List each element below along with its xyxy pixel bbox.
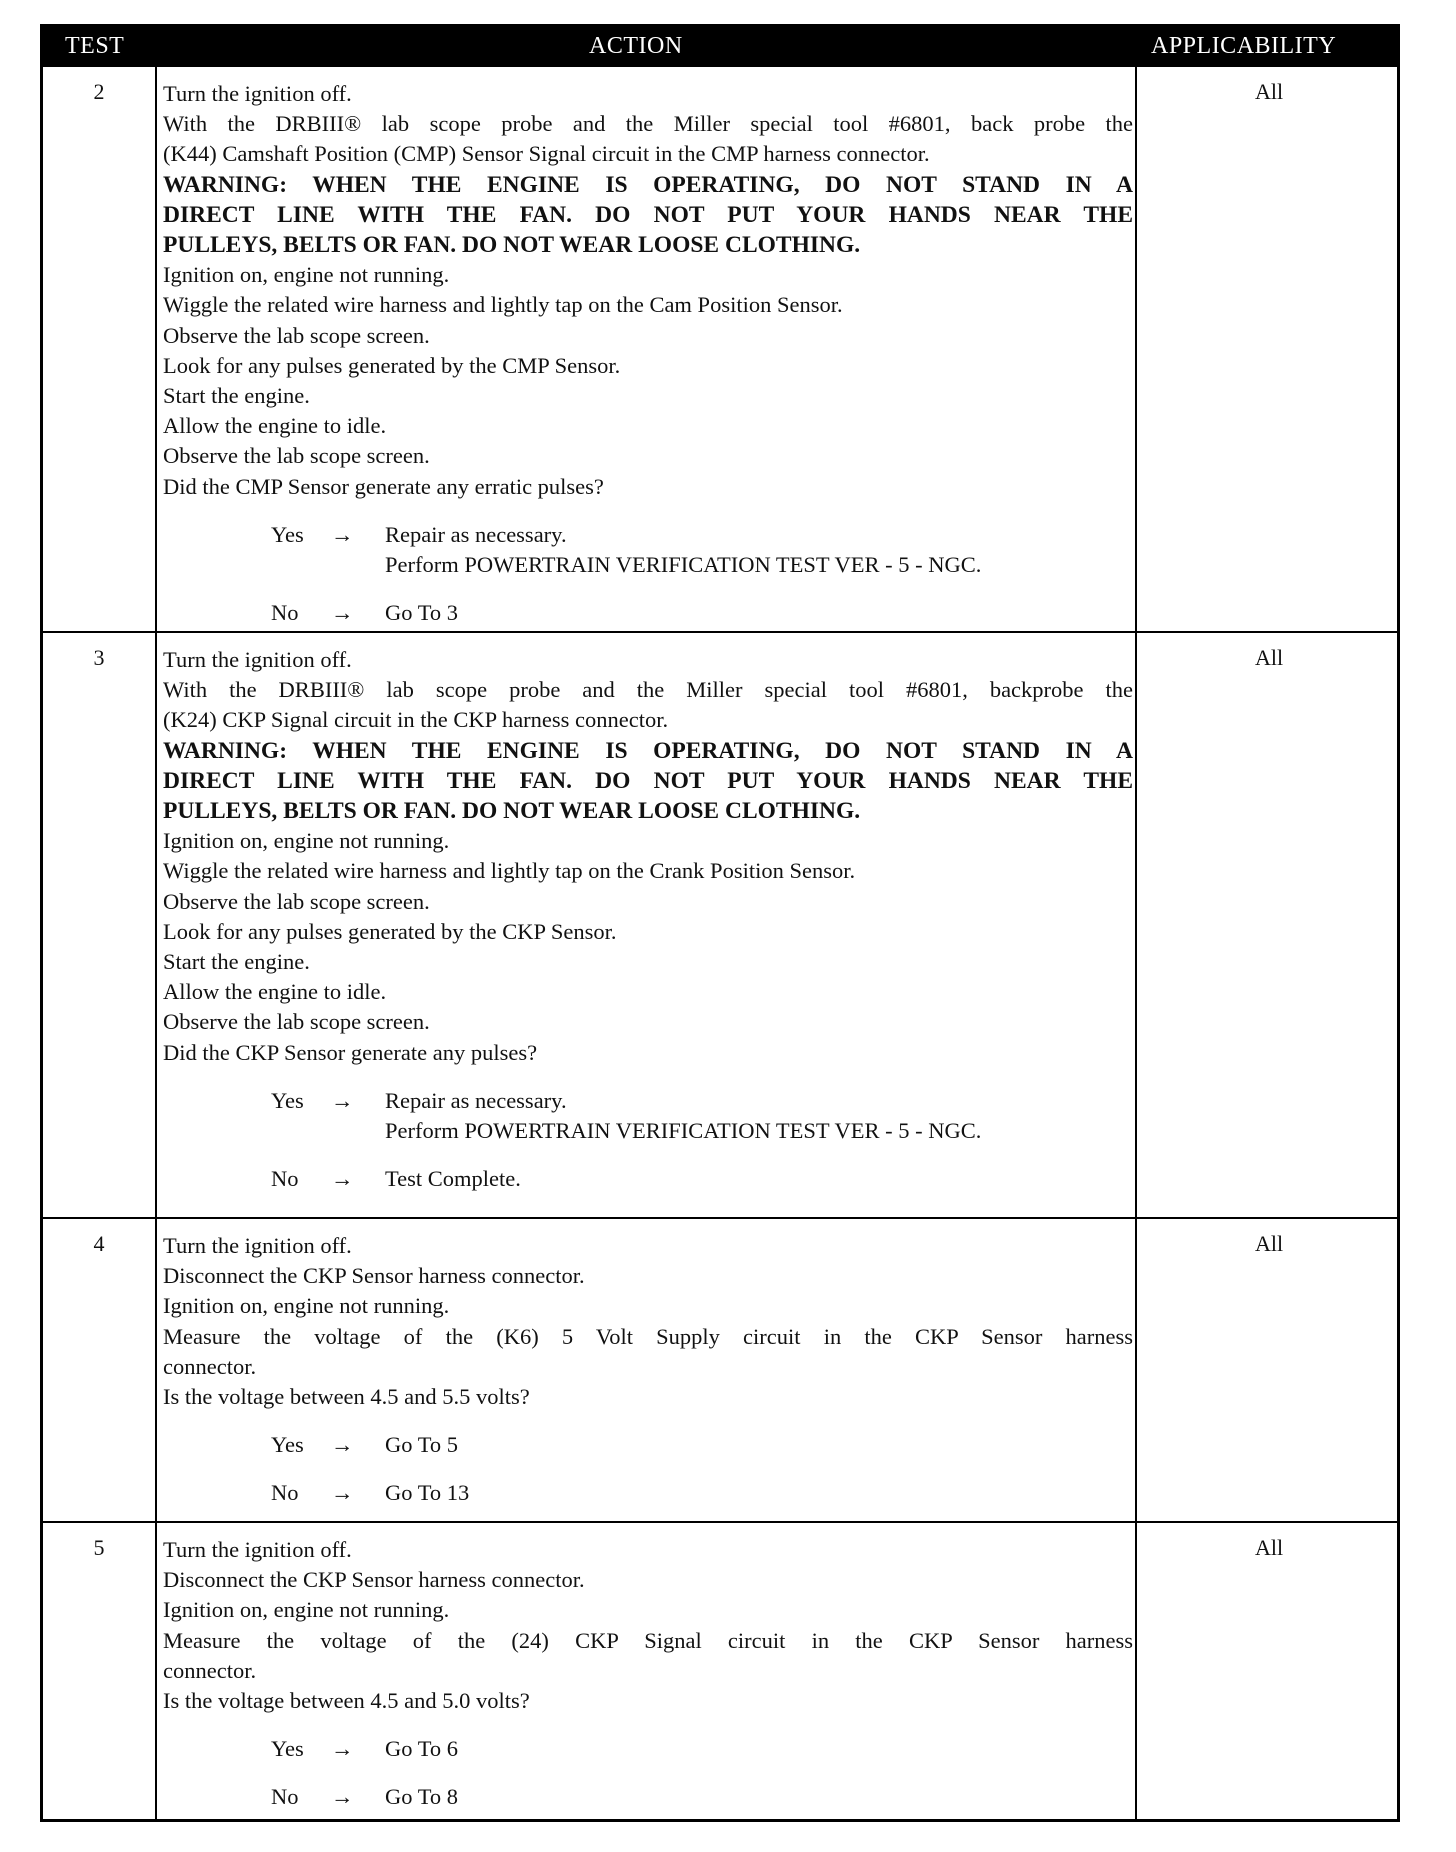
no-label: No xyxy=(271,1784,299,1810)
action-line: Is the voltage between 4.5 and 5.5 volts? xyxy=(163,1384,530,1410)
action-line: Observe the lab scope screen. xyxy=(163,322,430,348)
action-cell xyxy=(163,1535,1133,1812)
action-line: Disconnect the CKP Sensor harness connector. xyxy=(163,1567,585,1593)
arrow-icon: → xyxy=(331,1165,354,1191)
action-line: Turn the ignition off. xyxy=(163,1537,352,1562)
applicability-cell: All xyxy=(1254,79,1284,104)
action-line: Turn the ignition off. xyxy=(163,647,352,672)
action-line: Look for any pulses generated by the CKP Sensor. xyxy=(163,918,617,944)
no-result: Test Complete. xyxy=(385,1165,521,1191)
arrow-icon: → xyxy=(331,1480,354,1506)
action-line: Measure the voltage of the (K6) 5 Volt Supply circuit in the CKP Sensor harness xyxy=(163,1323,1133,1349)
action-line: Start the engine. xyxy=(163,383,310,409)
action-cell xyxy=(163,1231,1133,1508)
action-line: Ignition on, engine not running. xyxy=(163,828,450,854)
test-number: 3 xyxy=(93,645,105,670)
action-line: With the DRBIII® lab scope probe and the Miller special tool #6801, back probe the xyxy=(163,111,1133,137)
row-divider xyxy=(43,631,1397,633)
warning-text: DIRECT LINE WITH THE FAN. DO NOT PUT YOUR HANDS NEAR THE xyxy=(163,201,1133,228)
applicability-cell: All xyxy=(1254,1535,1284,1560)
yes-result: Perform POWERTRAIN VERIFICATION TEST VER - 5 - NGC. xyxy=(385,1117,982,1143)
row-divider xyxy=(43,1521,1397,1523)
header-action: ACTION xyxy=(589,33,683,59)
action-line: Allow the engine to idle. xyxy=(163,413,387,439)
yes-result: Repair as necessary. xyxy=(385,521,567,547)
test-number: 5 xyxy=(93,1535,105,1560)
row-divider xyxy=(43,1217,1397,1219)
action-line: Start the engine. xyxy=(163,949,310,975)
action-line: Ignition on, engine not running. xyxy=(163,1293,450,1319)
column-divider xyxy=(155,67,157,1819)
action-line: Wiggle the related wire harness and lightly tap on the Cam Position Sensor. xyxy=(163,292,843,318)
action-line: connector. xyxy=(163,1657,257,1683)
no-answer xyxy=(163,1782,1133,1812)
column-divider xyxy=(1135,67,1137,1819)
no-label: No xyxy=(271,1480,299,1506)
yes-result: Perform POWERTRAIN VERIFICATION TEST VER - 5 - NGC. xyxy=(385,551,982,577)
no-answer xyxy=(163,1478,1133,1508)
yes-label: Yes xyxy=(271,1087,304,1113)
no-result: Go To 3 xyxy=(385,599,459,625)
action-line: (K44) Camshaft Position (CMP) Sensor Signal circuit in the CMP harness connector. xyxy=(163,141,930,167)
action-line: connector. xyxy=(163,1353,257,1379)
warning-text: WARNING: WHEN THE ENGINE IS OPERATING, DO NOT STAND IN A xyxy=(163,737,1133,764)
yes-result: Repair as necessary. xyxy=(385,1087,567,1113)
header-test: TEST xyxy=(65,33,125,59)
arrow-icon: → xyxy=(331,1432,354,1458)
action-line: With the DRBIII® lab scope probe and the Miller special tool #6801, backprobe the xyxy=(163,677,1133,703)
action-line: Ignition on, engine not running. xyxy=(163,262,450,288)
warning-text: DIRECT LINE WITH THE FAN. DO NOT PUT YOUR HANDS NEAR THE xyxy=(163,767,1133,794)
procedure-table xyxy=(40,24,1400,1822)
action-line: Wiggle the related wire harness and lightly tap on the Crank Position Sensor. xyxy=(163,858,856,884)
action-line: Turn the ignition off. xyxy=(163,1233,352,1258)
table-header xyxy=(43,27,1397,67)
test-number: 2 xyxy=(93,79,105,104)
arrow-icon: → xyxy=(331,1736,354,1762)
action-line: Turn the ignition off. xyxy=(163,81,352,106)
warning-text: PULLEYS, BELTS OR FAN. DO NOT WEAR LOOSE CLOTHING. xyxy=(163,798,861,825)
no-label: No xyxy=(271,599,299,625)
no-answer xyxy=(163,598,1133,628)
action-line: Allow the engine to idle. xyxy=(163,979,387,1005)
arrow-icon: → xyxy=(331,1087,354,1113)
applicability-cell: All xyxy=(1254,645,1284,670)
test-number: 4 xyxy=(93,1231,105,1256)
action-line: (K24) CKP Signal circuit in the CKP harness connector. xyxy=(163,707,669,733)
warning-text: PULLEYS, BELTS OR FAN. DO NOT WEAR LOOSE CLOTHING. xyxy=(163,232,861,259)
yes-label: Yes xyxy=(271,1432,304,1458)
no-result: Go To 13 xyxy=(385,1480,470,1506)
yes-label: Yes xyxy=(271,1736,304,1762)
yes-result: Go To 5 xyxy=(385,1432,459,1458)
yes-answer xyxy=(163,1430,1133,1460)
action-line: Ignition on, engine not running. xyxy=(163,1597,450,1623)
action-line: Look for any pulses generated by the CMP Sensor. xyxy=(163,352,621,378)
action-cell xyxy=(163,79,1133,628)
yes-answer xyxy=(163,1086,1133,1146)
action-line: Is the voltage between 4.5 and 5.0 volts? xyxy=(163,1688,530,1714)
action-line: Observe the lab scope screen. xyxy=(163,888,430,914)
no-result: Go To 8 xyxy=(385,1784,459,1810)
yes-result: Go To 6 xyxy=(385,1736,459,1762)
warning-text: WARNING: WHEN THE ENGINE IS OPERATING, DO NOT STAND IN A xyxy=(163,171,1133,198)
no-answer xyxy=(163,1164,1133,1194)
action-line: Observe the lab scope screen. xyxy=(163,1009,430,1035)
yes-label: Yes xyxy=(271,521,304,547)
yes-answer xyxy=(163,1734,1133,1764)
action-line: Disconnect the CKP Sensor harness connector. xyxy=(163,1263,585,1289)
arrow-icon: → xyxy=(331,1784,354,1810)
action-line: Observe the lab scope screen. xyxy=(163,443,430,469)
header-applicability: APPLICABILITY xyxy=(1151,33,1337,59)
applicability-cell: All xyxy=(1254,1231,1284,1256)
action-line: Did the CKP Sensor generate any pulses? xyxy=(163,1039,538,1065)
yes-answer xyxy=(163,520,1133,580)
arrow-icon: → xyxy=(331,521,354,547)
arrow-icon: → xyxy=(331,599,354,625)
action-line: Measure the voltage of the (24) CKP Signal circuit in the CKP Sensor harness xyxy=(163,1627,1133,1653)
action-line: Did the CMP Sensor generate any erratic pulses? xyxy=(163,473,604,499)
no-label: No xyxy=(271,1165,299,1191)
action-cell xyxy=(163,645,1133,1194)
